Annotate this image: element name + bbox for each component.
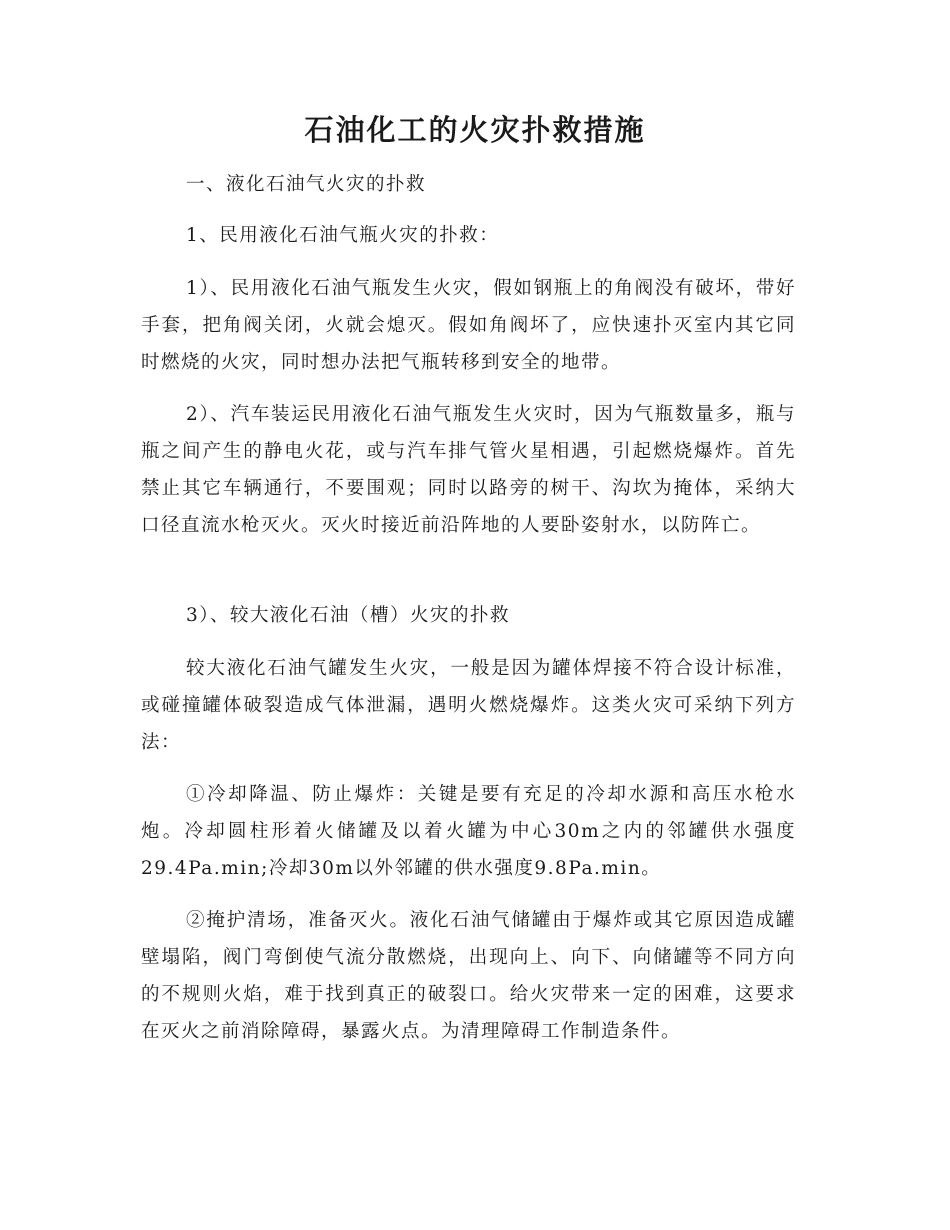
paragraph-large-tank-intro: 较大液化石油气罐发生火灾，一般是因为罐体焊接不符合设计标准，或碰撞罐体破裂造成气体泄漏，遇明火燃烧爆炸。这类火灾可采纳下列方法：	[141, 658, 796, 753]
paragraph-item-2: 2）、汽车装运民用液化石油气瓶发生火灾时，因为气瓶数量多，瓶与瓶之间产生的静电火花，或与汽车排气管火星相遇，引起燃烧爆炸。首先禁止其它车辆通行，不要围观；同时以路旁的树干、沟坎为掩体，采纳大口径直流水枪灭火。灭火时接近前沿阵地的人要卧姿射水，以防阵亡。	[141, 404, 796, 536]
subheading-domestic-cylinder: 1、民用液化石油气瓶火灾的扑救：	[186, 225, 500, 246]
section-heading-lpg-fire: 一、液化石油气火灾的扑救	[186, 174, 427, 195]
subheading-large-tank: 3）、较大液化石油（槽）火灾的扑救	[186, 605, 511, 626]
paragraph-item-1: 1）、民用液化石油气瓶发生火灾，假如钢瓶上的角阀没有破坏，带好手套，把角阀关闭，火就会熄灭。假如角阀坏了，应快速扑灭室内其它同时燃烧的火灾，同时想办法把气瓶转移到安全的地带。	[141, 278, 796, 373]
paragraph-method-clearing: ②掩护清场，准备灭火。液化石油气储罐由于爆炸或其它原因造成罐壁塌陷，阀门弯倒使气流分散燃烧，出现向上、向下、向储罐等不同方向的不规则火焰，难于找到真正的破裂口。给火灾带来一定的困难，这要求在灭火之前消除障碍，暴露火点。为清理障碍工作制造条件。	[141, 910, 796, 1042]
document-title: 石油化工的火灾扑救措施	[304, 113, 646, 147]
paragraph-method-cooling: ①冷却降温、防止爆炸：关键是要有充足的冷却水源和高压水枪水炮。冷却圆柱形着火储罐及以着火罐为中心30m之内的邻罐供水强度29.4Pa.min;冷却30m以外邻罐的供水强度9.8Pa.min。	[141, 784, 796, 879]
